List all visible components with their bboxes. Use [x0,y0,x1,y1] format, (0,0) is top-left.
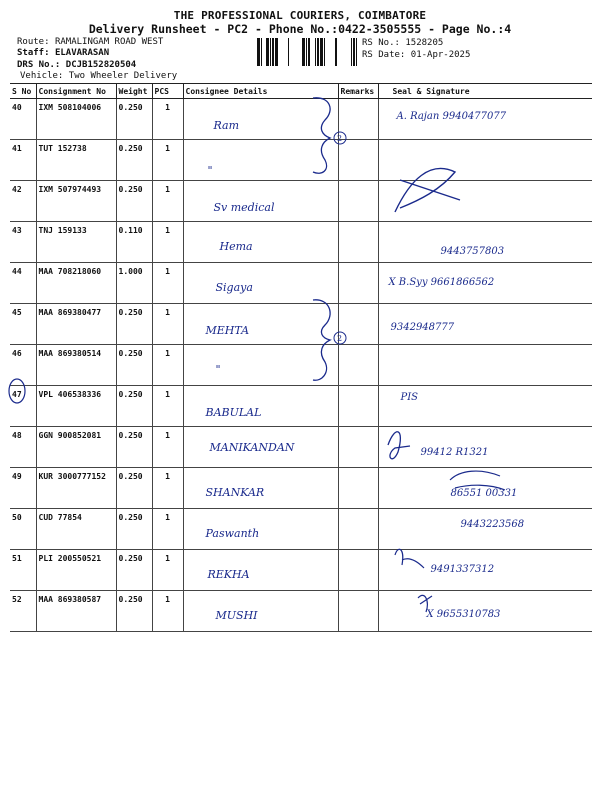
drs-line [17,60,136,70]
pcs-cell [152,591,183,632]
col-header-consignee: Consignee Details [183,84,338,99]
sno-cell [10,222,36,263]
col-header-consignment: Consignment No [36,84,116,99]
table-row [10,263,592,304]
consignee-cell [183,140,338,181]
barcode-bar [351,38,352,66]
vehicle-label: Vehicle: [20,71,64,81]
pcs-cell [152,468,183,509]
pcs-value: 1 [165,472,170,481]
consignee-handwriting: Hema [219,240,253,253]
consignment-value: GGN 900852081 [38,431,102,440]
sno-cell [10,591,36,632]
consignment-cell [36,427,116,468]
sno-value: 51 [12,554,22,563]
consignee-handwriting: SHANKAR [205,486,265,499]
weight-value: 0.250 [118,431,143,440]
weight-cell [116,427,152,468]
signature-handwriting: 9342948777 [390,322,455,333]
consignment-value: KUR 3000777152 [38,472,106,481]
consignment-value: MAA 869380514 [38,349,102,358]
sno-cell [10,427,36,468]
runsheet-subtitle: Delivery Runsheet - PC2 - Phone No.:0422-3505555 - Page No.:4 [88,22,512,36]
consignee-cell [183,99,338,140]
consignment-cell [36,99,116,140]
consignee-cell [183,427,338,468]
route-label: Route: [17,37,50,47]
barcode-bar [275,38,278,66]
weight-value: 0.250 [118,554,143,563]
consignment-cell [36,181,116,222]
table-row [10,140,592,181]
barcode-bar [302,38,305,66]
remarks-cell [338,550,378,591]
signature-cell [378,263,592,304]
pcs-value: 1 [165,103,170,112]
remarks-cell [338,345,378,386]
barcode-bar [272,38,274,66]
col-header-pcs: PCS [152,84,183,99]
sno-cell [10,468,36,509]
sno-value: 47 [12,390,22,399]
sno-value: 46 [12,349,22,358]
sno-value: 41 [12,144,22,153]
weight-cell [116,386,152,427]
pcs-cell [152,509,183,550]
pcs-cell [152,550,183,591]
table-row [10,427,592,468]
sno-value: 42 [12,185,22,194]
remarks-cell [338,222,378,263]
pcs-value: 1 [165,308,170,317]
staff-value: ELAVARASAN [54,48,110,58]
consignee-cell [183,304,338,345]
consignment-cell [36,468,116,509]
barcode-bar [315,38,316,66]
barcode-bar [317,38,319,66]
vehicle-line [20,71,177,81]
rs-date-value: 01-Apr-2025 [410,50,471,60]
table-header-row [10,84,592,99]
signature-cell [378,181,592,222]
signature-cell [378,345,592,386]
consignee-handwriting: BABULAL [205,406,262,419]
pcs-cell [152,181,183,222]
weight-cell [116,550,152,591]
pcs-value: 1 [165,431,170,440]
signature-handwriting: 9443223568 [460,519,525,530]
weight-cell [116,509,152,550]
col-header-sno: S No [10,84,36,99]
consignee-cell [183,345,338,386]
remarks-cell [338,181,378,222]
drs-value: DCJB152820504 [65,60,137,70]
sno-value: 40 [12,103,22,112]
pcs-value: 1 [165,390,170,399]
sno-value: 50 [12,513,22,522]
weight-cell [116,263,152,304]
sno-value: 45 [12,308,22,317]
weight-value: 0.250 [118,144,143,153]
sno-cell [10,181,36,222]
weight-value: 0.250 [118,103,143,112]
barcode-bar [308,38,310,66]
consignee-handwriting: " [207,164,213,177]
barcode-bar [288,38,289,66]
pcs-cell [152,140,183,181]
consignee-handwriting: Paswanth [205,527,260,540]
consignee-handwriting: " [215,363,221,376]
weight-cell [116,222,152,263]
pcs-cell [152,345,183,386]
signature-cell [378,140,592,181]
sno-cell [10,345,36,386]
table-row [10,509,592,550]
pcs-value: 1 [165,554,170,563]
pcs-value: 1 [165,185,170,194]
consignee-cell [183,550,338,591]
consignee-handwriting: Sigaya [215,281,253,294]
consignment-value: MAA 869380477 [38,308,102,317]
signature-cell [378,304,592,345]
weight-value: 0.250 [118,595,143,604]
weight-cell [116,181,152,222]
signature-cell [378,550,592,591]
remarks-cell [338,304,378,345]
consignment-cell [36,591,116,632]
pcs-cell [152,304,183,345]
consignment-cell [36,304,116,345]
col-header-remarks: Remarks [338,84,378,99]
consignment-cell [36,509,116,550]
consignee-handwriting: MEHTA [205,324,250,337]
table-row [10,222,592,263]
table-row [10,304,592,345]
consignee-cell [183,181,338,222]
remarks-cell [338,99,378,140]
barcode-bar [324,38,325,66]
consignment-cell [36,140,116,181]
pcs-cell [152,99,183,140]
pcs-value: 1 [165,513,170,522]
signature-handwriting: 9491337312 [430,564,495,575]
sno-cell [10,99,36,140]
table-row [10,468,592,509]
barcode-bar [356,38,357,66]
consignment-value: VPL 406538336 [38,390,102,399]
barcode-bar [306,38,307,66]
pcs-cell [152,222,183,263]
pcs-value: 1 [165,144,170,153]
runsheet-table [10,83,592,632]
signature-handwriting: A. Rajan 9940477077 [396,111,507,122]
table-row [10,386,592,427]
consignment-value: TNJ 159133 [38,226,87,235]
sno-cell [10,263,36,304]
consignment-value: IXM 507974493 [38,185,102,194]
remarks-cell [338,468,378,509]
remarks-cell [338,140,378,181]
weight-cell [116,304,152,345]
signature-handwriting: 86551 00331 [450,488,518,499]
signature-cell [378,509,592,550]
weight-value: 0.250 [118,308,143,317]
sno-value: 43 [12,226,22,235]
staff-label: Staff: [17,48,50,58]
table-row [10,345,592,386]
consignee-handwriting: Ram [213,119,240,132]
signature-cell [378,386,592,427]
signature-handwriting: X 9655310783 [426,609,501,620]
signature-cell [378,99,592,140]
remarks-cell [338,263,378,304]
consignment-value: CUD 77854 [38,513,82,522]
weight-cell [116,345,152,386]
remarks-cell [338,386,378,427]
vehicle-value: Two Wheeler Delivery [68,71,178,81]
consignment-value: MAA 869380587 [38,595,102,604]
consignee-cell [183,509,338,550]
barcode-bar [320,38,323,66]
remarks-cell [338,427,378,468]
col-header-signature: Seal & Signature [378,84,592,99]
barcode-bar [353,38,355,66]
signature-handwriting: 9443757803 [440,246,505,257]
weight-value: 0.250 [118,349,143,358]
weight-value: 0.110 [118,226,143,235]
remarks-cell [338,591,378,632]
rs-no-value: 1528205 [405,38,444,48]
signature-cell [378,427,592,468]
consignee-cell [183,468,338,509]
pcs-cell [152,386,183,427]
consignee-cell [183,591,338,632]
rs-no-label: RS No.: [362,38,400,48]
weight-cell [116,591,152,632]
consignee-handwriting: MUSHI [215,609,258,622]
consignee-cell [183,386,338,427]
consignment-cell [36,222,116,263]
signature-cell [378,222,592,263]
consignment-value: TUT 152738 [38,144,87,153]
signature-cell [378,468,592,509]
consignee-handwriting: Sv medical [213,201,275,214]
route-line [17,37,163,47]
col-header-weight: Weight [116,84,152,99]
consignee-handwriting: MANIKANDAN [209,441,295,454]
rs-no-line [362,38,443,48]
pcs-cell [152,263,183,304]
sno-value: 44 [12,267,22,276]
weight-value: 0.250 [118,513,143,522]
consignee-handwriting: REKHA [207,568,250,581]
weight-cell [116,468,152,509]
consignment-value: PLI 200550521 [38,554,102,563]
pcs-value: 1 [165,226,170,235]
rs-date-line [362,50,470,60]
drs-label: DRS No.: [17,60,61,70]
route-value: RAMALINGAM ROAD WEST [54,37,164,47]
consignment-cell [36,386,116,427]
barcode-bar [270,38,271,66]
signature-handwriting: X B.Syy 9661866562 [388,277,495,288]
brace-count: 2 [337,334,343,343]
rs-date-label: RS Date: [362,50,406,60]
pcs-value: 1 [165,267,170,276]
consignment-value: IXM 508104006 [38,103,102,112]
sno-cell [10,140,36,181]
sno-value: 48 [12,431,22,440]
signature-handwriting: PIS [400,392,419,403]
consignment-cell [36,550,116,591]
barcode-bar [261,38,262,66]
consignee-cell [183,263,338,304]
staff-line [17,48,109,58]
pcs-value: 1 [165,349,170,358]
barcode [257,38,357,66]
table-row [10,181,592,222]
consignment-value: MAA 708218060 [38,267,102,276]
table-row [10,591,592,632]
barcode-bar [335,38,337,66]
sno-cell [10,550,36,591]
pcs-value: 1 [165,595,170,604]
consignment-cell [36,345,116,386]
weight-cell [116,140,152,181]
signature-handwriting: 99412 R1321 [420,447,489,458]
consignment-cell [36,263,116,304]
weight-value: 0.250 [118,472,143,481]
table-row [10,550,592,591]
sno-cell [10,509,36,550]
signature-cell [378,591,592,632]
remarks-cell [338,509,378,550]
barcode-bar [257,38,260,66]
sno-cell [10,304,36,345]
brace-count: 2 [337,134,343,143]
consignee-cell [183,222,338,263]
sno-value: 49 [12,472,22,481]
weight-value: 1.000 [118,267,143,276]
weight-value: 0.250 [118,185,143,194]
sno-value: 52 [12,595,22,604]
sno-cell [10,386,36,427]
barcode-bar [266,38,269,66]
weight-cell [116,99,152,140]
weight-value: 0.250 [118,390,143,399]
pcs-cell [152,427,183,468]
table-row [10,99,592,140]
company-title: THE PROFESSIONAL COURIERS, COIMBATORE [173,9,427,22]
